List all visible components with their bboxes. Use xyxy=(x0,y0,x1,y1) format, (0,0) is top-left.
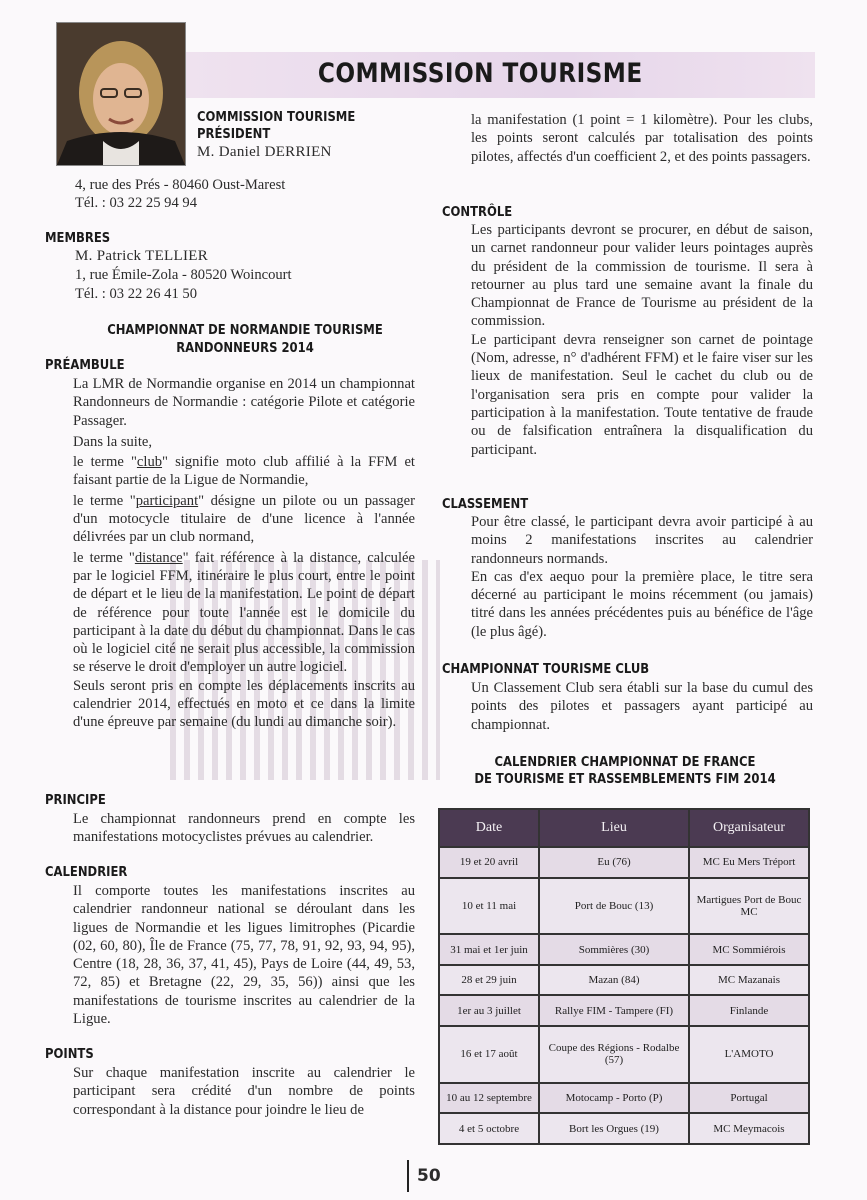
cell-lieu: Motocamp - Porto (P) xyxy=(539,1083,689,1114)
title-banner xyxy=(185,52,815,98)
cell-date: 19 et 20 avril xyxy=(439,847,539,878)
members-heading: MEMBRES xyxy=(45,230,111,246)
championship-title-2: RANDONNEURS 2014 xyxy=(176,340,314,356)
points-heading: POINTS xyxy=(45,1046,94,1062)
column-header-organisateur: Organisateur xyxy=(689,809,809,847)
table-row xyxy=(439,965,809,996)
cell-organisateur: MC Meymacois xyxy=(689,1113,809,1144)
cell-lieu: Mazan (84) xyxy=(539,965,689,996)
president-photo xyxy=(56,22,186,166)
preambule-p2: Dans la suite, xyxy=(73,433,153,450)
preambule-heading: PRÉAMBULE xyxy=(45,357,125,373)
cell-date: 28 et 29 juin xyxy=(439,965,539,996)
term-participant: participant xyxy=(135,492,199,509)
calendar-table xyxy=(438,808,810,1145)
quote-open: le terme " xyxy=(73,454,137,471)
controle-heading: CONTRÔLE xyxy=(442,204,513,220)
cell-date: 4 et 5 octobre xyxy=(439,1113,539,1144)
preambule-p3 xyxy=(73,453,415,490)
term-club: club xyxy=(136,454,163,471)
term-distance-definition: " fait référence à la distance, calculée par le logiciel FFM, itinéraire le plus court, entre le point de départ et le lieu de la manifestation. Le point de départ de référence pour toute l'année est le domicile du participant à la date du début du championnat. Dans le cas où le logiciel cité ne serait plus accessible, la commission se réserve le droit d'employer un autre logiciel. xyxy=(73,549,415,676)
cell-organisateur: MC Eu Mers Tréport xyxy=(689,847,809,878)
cell-date: 31 mai et 1er juin xyxy=(439,934,539,965)
points-text-continued: la manifestation (1 point = 1 kilomètre). Pour les clubs, les points seront calculés par totalisation des points pilotes, affectés d'un coefficient 2, et des points passagers. xyxy=(471,112,813,165)
term-participant-definition: " désigne un pilote ou un passager d'un motocycle titulaire de d'une licence à l'année délivrées par un club normand, xyxy=(73,492,415,546)
principe-text: Le championnat randonneurs prend en compte les manifestations motocyclistes prévues au calendrier. xyxy=(73,811,415,846)
term-club-definition: " signifie moto club affilié à la FFM et faisant partie de la Ligue de Normandie, xyxy=(73,454,415,489)
points-text: Sur chaque manifestation inscrite au calendrier le participant sera crédité d'un nombre de points correspondant à la distance pour joindre le lieu de xyxy=(73,1065,415,1118)
controle-p1: Les participants devront se procurer, en début de saison, un carnet randonneur pour valider leurs pointages auprès du président de la commission de tourisme. Il sera à retourner au plus tard une semaine avant la finale du Championnat de France de Tourisme au président de la commission. xyxy=(471,222,813,330)
table-row xyxy=(439,995,809,1026)
table-row xyxy=(439,1113,809,1144)
president-heading: PRÉSIDENT xyxy=(197,126,271,142)
preambule-p1: La LMR de Normandie organise en 2014 un championnat Randonneurs de Normandie : catégorie Pilote et catégorie Passager. xyxy=(73,376,415,429)
calendrier-heading: CALENDRIER xyxy=(45,864,128,880)
table-header-row xyxy=(439,809,809,847)
club-heading: CHAMPIONNAT TOURISME CLUB xyxy=(442,661,650,677)
cell-organisateur: MC Mazanais xyxy=(689,965,809,996)
page-title: COMMISSION TOURISME xyxy=(318,58,643,89)
cell-lieu: Port de Bouc (13) xyxy=(539,878,689,935)
preambule-p4 xyxy=(73,492,415,547)
classement-heading: CLASSEMENT xyxy=(442,496,529,512)
championship-title-1: CHAMPIONNAT DE NORMANDIE TOURISME xyxy=(107,322,383,338)
cell-date: 10 au 12 septembre xyxy=(439,1083,539,1114)
president-address: 4, rue des Prés - 80460 Oust-Marest xyxy=(75,177,286,193)
cell-organisateur: Portugal xyxy=(689,1083,809,1114)
club-text: Un Classement Club sera établi sur la base du cumul des points des pilotes et passagers ayant participé au championnat. xyxy=(471,680,813,733)
preambule-p5 xyxy=(73,549,415,677)
cell-organisateur: Finlande xyxy=(689,995,809,1026)
page-number: 50 xyxy=(407,1160,457,1192)
member-tel: Tél. : 03 22 26 41 50 xyxy=(75,286,198,302)
cell-lieu: Coupe des Régions - Rodalbe (57) xyxy=(539,1026,689,1083)
controle-p2: Le participant devra renseigner son carnet de pointage (Nom, adresse, n° d'adhérent FFM) et le faire viser sur les lieux de manifestation. Seul le cachet du club ou de l'organisation sera pris en compte pour valider la participation à la manifestation. Toute tentative de fraude ou de falsification entraînera la disqualification du participant. xyxy=(471,331,813,458)
controle-body xyxy=(471,221,813,459)
term-distance: distance xyxy=(134,549,183,566)
table-row xyxy=(439,1026,809,1083)
quote-open: le terme " xyxy=(73,549,135,566)
table-row xyxy=(439,847,809,878)
president-name: M. Daniel DERRIEN xyxy=(197,144,332,160)
president-tel: Tél. : 03 22 25 94 94 xyxy=(75,195,198,211)
calendar-title-2: DE TOURISME ET RASSEMBLEMENTS FIM 2014 xyxy=(474,771,776,787)
cell-organisateur: Martigues Port de Bouc MC xyxy=(689,878,809,935)
cell-organisateur: L'AMOTO xyxy=(689,1026,809,1083)
cell-date: 16 et 17 août xyxy=(439,1026,539,1083)
column-header-lieu: Lieu xyxy=(539,809,689,847)
cell-lieu: Rallye FIM - Tampere (FI) xyxy=(539,995,689,1026)
table-row xyxy=(439,1083,809,1114)
classement-p1: Pour être classé, le participant devra avoir participé à au moins 2 manifestations inscrites au calendrier randonneurs normands. xyxy=(471,514,813,567)
quote-open: le terme " xyxy=(73,492,136,509)
calendar-title-1: CALENDRIER CHAMPIONNAT DE FRANCE xyxy=(494,754,756,770)
table-row xyxy=(439,878,809,935)
cell-date: 1er au 3 juillet xyxy=(439,995,539,1026)
preambule-p6: Seuls seront pris en compte les déplacements inscrits au calendrier 2014, effectués en moto et ce dans la limite d'une épreuve par semaine (du lundi au dimanche soir). xyxy=(73,677,415,731)
calendrier-text: Il comporte toutes les manifestations inscrites au calendrier randonneur national se déroulant dans les ligues de Normandie et les ligues limitrophes (Picardie (02, 60, 80), Île de France (75, 77, 78, 91, 92, 93, 94, 95), Centre (18, 28, 36, 37, 41, 45), Pays de Loire (44, 49, 53, 72, 85) et Bretagne (22, 29, 35, 56)) ainsi que les manifestations de tourisme inscrites au calendrier de la Ligue. xyxy=(73,883,415,1028)
principe-heading: PRINCIPE xyxy=(45,792,106,808)
cell-lieu: Bort les Orgues (19) xyxy=(539,1113,689,1144)
cell-date: 10 et 11 mai xyxy=(439,878,539,935)
table-row xyxy=(439,934,809,965)
column-header-date: Date xyxy=(439,809,539,847)
cell-organisateur: MC Sommiérois xyxy=(689,934,809,965)
cell-lieu: Sommières (30) xyxy=(539,934,689,965)
member-name: M. Patrick TELLIER xyxy=(75,248,209,264)
member-address: 1, rue Émile-Zola - 80520 Woincourt xyxy=(75,267,292,283)
classement-p2: En cas d'ex aequo pour la première place, le titre sera décerné au participant le moins récemment (ou jamais) titré dans les années précédentes puis au bénéfice de l'âge (le plus âgé). xyxy=(471,568,813,640)
commission-heading: COMMISSION TOURISME xyxy=(197,109,356,125)
cell-lieu: Eu (76) xyxy=(539,847,689,878)
preambule-body xyxy=(73,375,415,732)
classement-body xyxy=(471,513,813,641)
portrait-image xyxy=(57,23,185,165)
